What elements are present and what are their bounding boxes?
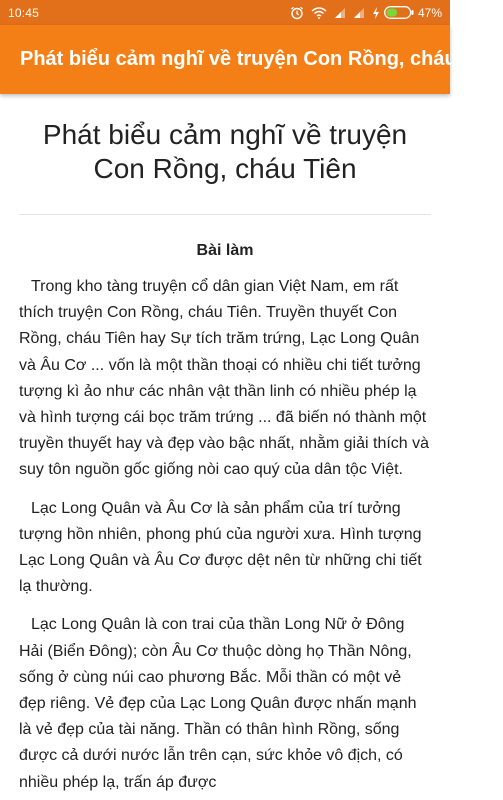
charging-icon <box>372 7 380 19</box>
alarm-icon <box>290 6 304 20</box>
paragraph-1: Trong kho tàng truyện cổ dân gian Việt Nam, em rất thích truyện Con Rồng, cháu Tiên. Truyền thuyết Con Rồng, cháu Tiên hay Sự tích trăm trứng, Lạc Long Quân và Âu Cơ ... vốn là một thần thoại có nhiều chi tiết tưởng tượng kì ảo như các nhân vật thần linh có nhiều phép lạ và hình tượng cái bọc trăm trứng ... đã biến nó thành một truyền thuyết hay và đẹp vào bậc nhất, nhằm giải thích và suy tôn nguồn gốc giống nòi cao quý của dân tộc Việt. <box>19 278 430 479</box>
divider <box>19 214 431 215</box>
section-heading: Bài làm <box>196 242 254 259</box>
signal-icon <box>353 7 365 19</box>
app-bar <box>0 25 503 94</box>
status-bar <box>0 0 450 25</box>
paragraph-3: Lạc Long Quân là con trai của thần Long Nữ ở Đông Hải (Biển Đông); còn Âu Cơ thuộc dòng họ Thần Nông, sống ở cùng núi cao phương Bắc. Mỗi thần có một vẻ đẹp riêng. Vẻ đẹp của Lạc Long Quân được nhấn mạnh là vẻ đẹp của tài năng. Thần có thân hình Rồng, sống được cả dưới nước lẫn trên cạn, sức khỏe vô địch, có nhiều phép lạ, trấn áp được <box>19 616 417 791</box>
battery-percent: 47% <box>417 5 442 20</box>
status-icons <box>290 6 442 20</box>
paragraph-2: Lạc Long Quân và Âu Cơ là sản phẩm của trí tưởng tượng hồn nhiên, phong phú của người xưa. Hình tượng Lạc Long Quân và Âu Cơ được dệt nên từ những chi tiết lạ thường. <box>19 499 422 596</box>
battery <box>372 6 442 20</box>
status-time: 10:45 <box>8 5 40 20</box>
article-content[interactable] <box>0 94 450 800</box>
article-title: Phát biểu cảm nghĩ về truyện Con Rồng, cháu Tiên <box>42 119 408 184</box>
wifi-icon <box>311 7 327 19</box>
signal-icon <box>334 7 346 19</box>
battery-icon <box>384 6 414 19</box>
app-bar-title: Phát biểu cảm nghĩ về truyện Con Rồng, cháu Tiên <box>20 48 503 70</box>
